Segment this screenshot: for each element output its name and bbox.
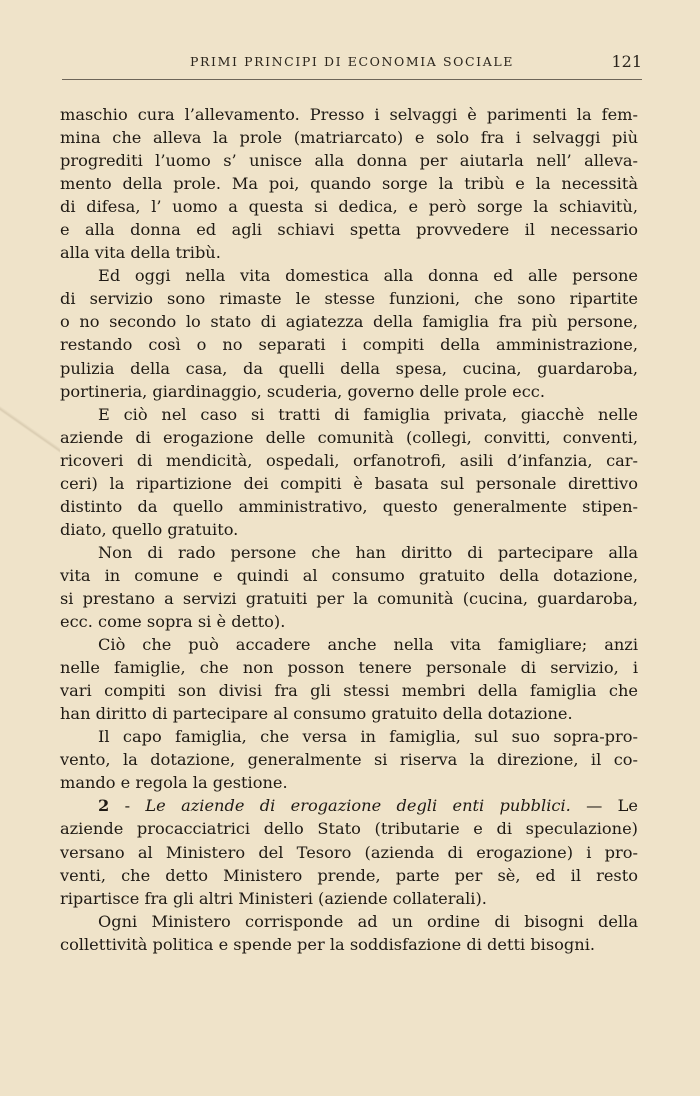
text-line: e alla donna ed agli schiavi spetta provvedere il necessario bbox=[60, 220, 638, 240]
text-line: vento, la dotazione, generalmente si riserva la direzione, il co- bbox=[60, 750, 638, 770]
running-title: PRIMI PRINCIPI DI ECONOMIA SOCIALE bbox=[190, 54, 514, 69]
paper-crease bbox=[0, 395, 60, 465]
text-line: ripartisce fra gli altri Ministeri (aziende collaterali). bbox=[60, 888, 487, 908]
text-line: restando così o no separati i compiti della amministrazione, bbox=[60, 335, 638, 355]
text-line: mina che alleva la prole (matriarcato) e solo fra i selvaggi più bbox=[60, 128, 638, 148]
section-separator: - bbox=[109, 796, 146, 816]
text-line: vari compiti son divisi fra gli stessi membri della famiglia che bbox=[60, 681, 638, 701]
text-line: di difesa, l’ uomo a questa si dedica, e però sorge la schiavitù, bbox=[60, 197, 638, 217]
text-line: Ciò che può accadere anche nella vita famigliare; anzi bbox=[98, 635, 638, 655]
text-line: alla vita della tribù. bbox=[60, 243, 221, 263]
text-line: Non di rado persone che han diritto di partecipare alla bbox=[98, 542, 638, 562]
text-line: ricoveri di mendicità, ospedali, orfanotrofi, asili d’infanzia, car- bbox=[60, 450, 638, 470]
text-line: vita in comune e quindi al consumo gratuito della dotazione, bbox=[60, 565, 638, 585]
section-heading-line bbox=[60, 794, 638, 817]
text-line: Il capo famiglia, che versa in famiglia, sul suo sopra-pro- bbox=[98, 727, 638, 747]
text-line: di servizio sono rimaste le stesse funzioni, che sono ripartite bbox=[60, 289, 638, 309]
text-line: progrediti l’uomo s’ unisce alla donna per aiutarla nell’ alleva- bbox=[60, 151, 638, 171]
text-line: aziende di erogazione delle comunità (collegi, convitti, conventi, bbox=[60, 427, 638, 447]
text-line: Ed oggi nella vita domestica alla donna ed alle persone bbox=[98, 266, 638, 286]
header-rule bbox=[62, 79, 642, 80]
text-line: versano al Ministero del Tesoro (azienda di erogazione) i pro- bbox=[60, 842, 638, 862]
text-line: distinto da quello amministrativo, questo generalmente stipen- bbox=[60, 496, 638, 516]
text-line: ceri) la ripartizione dei compiti è basata sul personale direttivo bbox=[60, 473, 638, 493]
page-number: 121 bbox=[611, 52, 642, 71]
text-line: collettività politica e spende per la soddisfazione di detti bisogni. bbox=[60, 934, 596, 954]
text-line: ecc. come sopra si è detto). bbox=[60, 612, 286, 632]
text-line: o no secondo lo stato di agiatezza della famiglia fra più persone, bbox=[60, 312, 638, 332]
text-line: maschio cura l’allevamento. Presso i selvaggi è parimenti la fem- bbox=[60, 105, 638, 124]
text-line: mando e regola la gestione. bbox=[60, 773, 288, 793]
section-number: 2 bbox=[98, 796, 110, 816]
text-line: venti, che detto Ministero prende, parte per sè, ed il resto bbox=[60, 865, 638, 885]
section-title: Le aziende di erogazione degli enti pubblici. bbox=[145, 796, 571, 816]
text-line: diato, quello gratuito. bbox=[60, 519, 239, 539]
section-dash-text: — Le bbox=[570, 796, 638, 816]
body-text bbox=[60, 103, 638, 956]
text-line: aziende procacciatrici dello Stato (tributarie e di speculazione) bbox=[60, 819, 638, 839]
text-line: Ogni Ministero corrisponde ad un ordine di bisogni della bbox=[98, 911, 638, 931]
text-line: E ciò nel caso si tratti di famiglia privata, giacchè nelle bbox=[98, 404, 638, 424]
text-line: pulizia della casa, da quelli della spesa, cucina, guardaroba, bbox=[60, 358, 638, 378]
text-line: mento della prole. Ma poi, quando sorge la tribù e la necessità bbox=[60, 174, 638, 194]
page-header bbox=[62, 54, 642, 76]
text-line: si prestano a servizi gratuiti per la comunità (cucina, guardaroba, bbox=[60, 588, 638, 608]
text-line: nelle famiglie, che non posson tenere personale di servizio, i bbox=[60, 658, 638, 678]
text-line: portineria, giardinaggio, scuderia, governo delle prole ecc. bbox=[60, 381, 545, 401]
text-line: han diritto di partecipare al consumo gratuito della dotazione. bbox=[60, 704, 573, 724]
